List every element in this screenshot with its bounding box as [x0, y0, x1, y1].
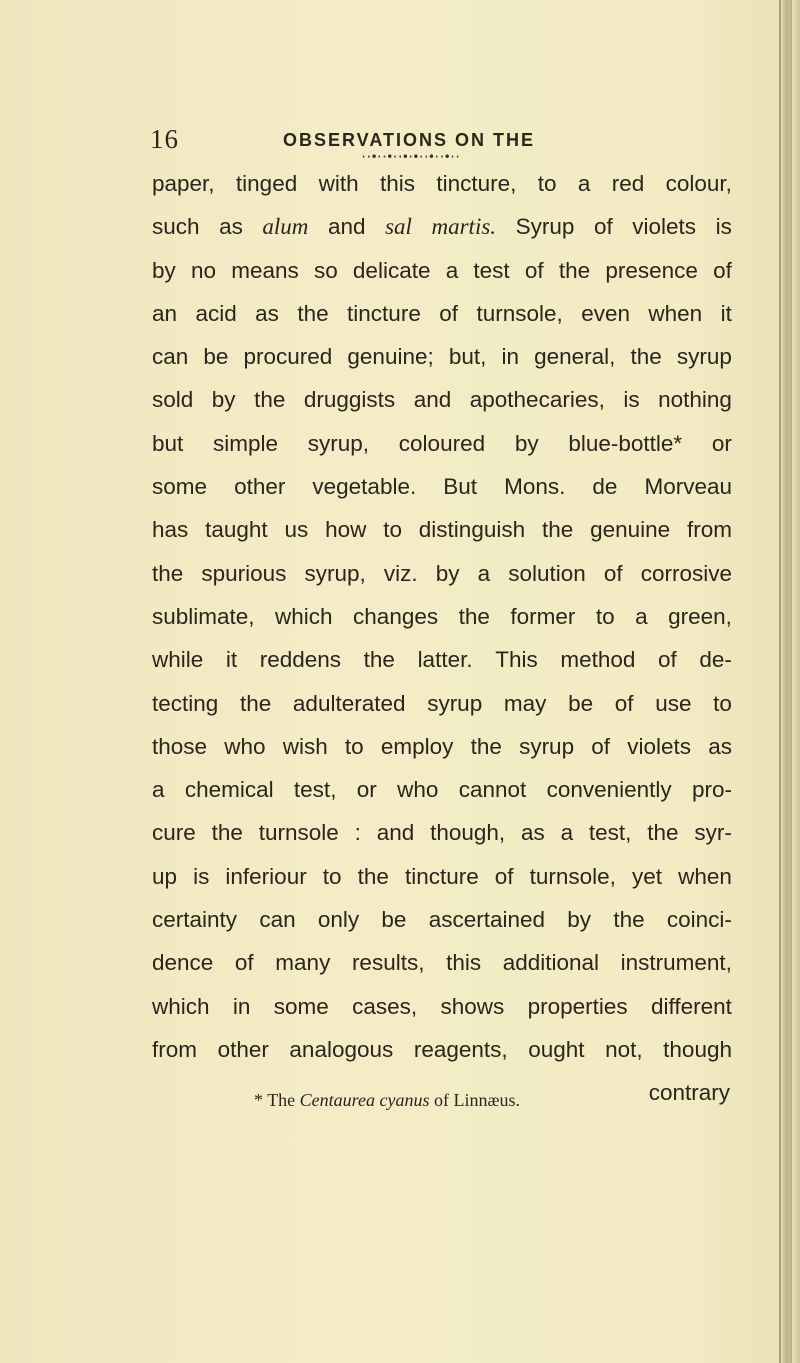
word: a [477, 560, 491, 586]
footnote-prefix: The [267, 1090, 300, 1110]
word: delicate [352, 257, 431, 283]
word: certainty [152, 907, 238, 933]
word: genuine; [347, 344, 434, 370]
header-ornament: ··•··•··•·•··•··•·· [360, 150, 460, 164]
word: of [658, 647, 677, 673]
word: or [711, 430, 732, 456]
text-line [152, 595, 732, 638]
word: not, [605, 1036, 643, 1062]
word: such [152, 214, 200, 240]
word: latter. [417, 647, 473, 673]
word: some [273, 993, 329, 1019]
text-line [152, 725, 732, 768]
page-number: 16 [150, 124, 179, 154]
word: violets [627, 733, 692, 759]
word: though [663, 1036, 732, 1062]
body-text [152, 162, 732, 1115]
word: of [603, 560, 623, 586]
word: the [558, 257, 591, 283]
text-line [152, 292, 732, 335]
word: instrument, [620, 950, 732, 976]
word: inferiour [225, 863, 307, 889]
text-line [152, 162, 732, 205]
word: when [648, 300, 703, 326]
page-edge-line [779, 0, 781, 1363]
word: the [630, 344, 662, 370]
word: simple [213, 430, 279, 456]
word: the [297, 300, 329, 326]
word: properties [527, 993, 628, 1019]
word: procured [243, 344, 333, 370]
word: corrosive [640, 560, 732, 586]
text-line [152, 508, 732, 551]
word: Syrup [515, 214, 575, 240]
word: turnsole [258, 820, 339, 846]
text-line [152, 682, 732, 725]
word: changes [353, 603, 439, 629]
word: of [439, 300, 459, 326]
word: to [595, 603, 615, 629]
word: and [376, 820, 415, 846]
text-line [152, 465, 732, 508]
word: turnsole, [476, 300, 563, 326]
word: viz. [383, 560, 418, 586]
word: a [577, 171, 591, 196]
word: as [219, 214, 243, 240]
word: presence [605, 257, 698, 283]
word: means [231, 257, 299, 283]
text-line [152, 768, 732, 811]
word: and [327, 214, 366, 240]
word: additional [502, 950, 600, 976]
word: to [344, 733, 364, 759]
word: sold [152, 387, 194, 413]
footnote-suffix: of Linnæus. [429, 1090, 520, 1110]
word: syr- [694, 820, 732, 846]
word: ought [528, 1036, 585, 1062]
word: or [356, 777, 377, 803]
word: the [211, 820, 243, 846]
word: wish [282, 733, 328, 759]
footnote [254, 1090, 520, 1111]
word: turnsole, [529, 863, 616, 889]
word: who [397, 777, 439, 803]
word: syrup [519, 733, 575, 759]
word: taught [205, 517, 268, 543]
word: violets [632, 214, 697, 240]
word: syrup, [307, 430, 370, 456]
word: to [713, 690, 732, 716]
word: red [611, 171, 645, 196]
word: syrup [676, 344, 732, 370]
word: genuine [590, 517, 671, 543]
word: spurious [201, 560, 287, 586]
word: by [435, 560, 460, 586]
word: is [715, 214, 732, 240]
word: of [494, 863, 514, 889]
word: no [190, 257, 216, 283]
word: from [686, 517, 732, 543]
word: from [152, 1036, 197, 1062]
word: distinguish [418, 517, 526, 543]
word: ascertained [428, 907, 546, 933]
word: acid [195, 300, 237, 326]
word: be [568, 690, 594, 716]
word: and [413, 387, 452, 413]
word: different [651, 993, 732, 1019]
word: this [446, 950, 482, 976]
word: be [381, 907, 407, 933]
word: conveniently [546, 777, 672, 803]
text-line [152, 249, 732, 292]
text-line [152, 638, 732, 681]
word: us [284, 517, 309, 543]
word: the [470, 733, 502, 759]
text-line [152, 1028, 732, 1071]
word: general, [534, 344, 616, 370]
word: chemical [184, 777, 274, 803]
text-line [152, 941, 732, 984]
word: may [503, 690, 547, 716]
word: green, [668, 603, 732, 629]
word: cannot [458, 777, 527, 803]
word: of [524, 257, 544, 283]
text-line [152, 422, 732, 465]
word: use [655, 690, 692, 716]
word: the [254, 387, 286, 413]
word: tincture [404, 863, 479, 889]
word: by [211, 387, 236, 413]
word: when [678, 863, 732, 889]
word: up [152, 863, 178, 889]
word: coinci- [666, 907, 732, 933]
text-line [152, 811, 732, 854]
word: a [445, 257, 459, 283]
word: is [193, 863, 210, 889]
word: even [581, 300, 630, 326]
word: who [224, 733, 266, 759]
word: test [473, 257, 510, 283]
word: apothecaries, [469, 387, 605, 413]
word: analogous [289, 1036, 394, 1062]
word: how [325, 517, 367, 543]
word: which [152, 993, 210, 1019]
word: blue-bottle* [568, 430, 683, 456]
text-line [152, 378, 732, 421]
word: sal [385, 214, 412, 240]
word: by [514, 430, 539, 456]
word: to [537, 171, 557, 196]
text-line [152, 205, 732, 248]
word: of [591, 733, 611, 759]
word: colour, [665, 171, 732, 196]
word: other [217, 1036, 269, 1062]
word: of [593, 214, 613, 240]
word: other [234, 474, 286, 500]
word: but, [448, 344, 487, 370]
word: as [708, 733, 732, 759]
word: the [541, 517, 574, 543]
word: can [259, 907, 296, 933]
word: has [152, 517, 189, 543]
word: This [495, 647, 538, 673]
word: be [203, 344, 229, 370]
word: only [317, 907, 360, 933]
word: the [647, 820, 679, 846]
word: while [152, 647, 204, 673]
word: which [275, 603, 333, 629]
word: de [592, 474, 618, 500]
word: the [152, 560, 184, 586]
word: sublimate, [152, 603, 255, 629]
word: in [232, 993, 251, 1019]
word: of [234, 950, 254, 976]
word: tincture [347, 300, 421, 326]
word: paper, [152, 171, 215, 196]
word: in [501, 344, 519, 370]
word: nothing [658, 387, 732, 413]
text-line [152, 898, 732, 941]
word: solution [508, 560, 586, 586]
word: tincture, [436, 171, 517, 196]
word: pro- [691, 777, 732, 803]
word: can [152, 344, 189, 370]
word: tinged [235, 171, 298, 196]
word: test, [293, 777, 337, 803]
word: so [313, 257, 338, 283]
word: reagents, [413, 1036, 508, 1062]
word: a [152, 777, 165, 803]
word: former [510, 603, 576, 629]
word: to [383, 517, 402, 543]
footnote-species: Centaurea cyanus [299, 1090, 430, 1110]
word: Morveau [644, 474, 732, 500]
word: results, [351, 950, 425, 976]
word: druggists [303, 387, 396, 413]
text-line [152, 985, 732, 1028]
word: cases, [352, 993, 418, 1019]
word: martis. [431, 214, 497, 240]
word: alum [262, 214, 309, 240]
word: some [152, 474, 208, 500]
word: the [363, 647, 395, 673]
word: as [520, 820, 545, 846]
word: dence [152, 950, 214, 976]
word: employ [380, 733, 454, 759]
word: but [152, 430, 184, 456]
word: the [239, 690, 272, 716]
word: shows [440, 993, 505, 1019]
word: coloured [398, 430, 486, 456]
word: this [379, 171, 415, 196]
running-head: OBSERVATIONS ON THE [283, 130, 536, 150]
word: method [560, 647, 636, 673]
word: syrup, [304, 560, 366, 586]
word: it [720, 300, 732, 326]
word: of [713, 257, 732, 283]
word: cure [152, 820, 196, 846]
word: as [255, 300, 279, 326]
word: reddens [259, 647, 342, 673]
word: yet [632, 863, 663, 889]
word: to [322, 863, 342, 889]
word: by [152, 257, 176, 283]
word: the [458, 603, 490, 629]
word: adulterated [292, 690, 406, 716]
word: many [275, 950, 331, 976]
text-line [152, 335, 732, 378]
word: de- [699, 647, 732, 673]
word: vegetable. [312, 474, 417, 500]
word: is [623, 387, 640, 413]
page-edge-line [790, 0, 792, 1363]
catchword: contrary [648, 1080, 730, 1106]
word: the [613, 907, 645, 933]
word: the [357, 863, 389, 889]
word: syrup [427, 690, 483, 716]
word: those [152, 733, 208, 759]
word: with [318, 171, 359, 196]
text-line [152, 552, 732, 595]
word: Mons. [504, 474, 566, 500]
word: : [354, 820, 361, 846]
word: But [443, 474, 478, 500]
word: of [614, 690, 634, 716]
word: test, [588, 820, 632, 846]
footnote-marker: * [254, 1090, 263, 1110]
word: it [225, 647, 238, 673]
word: a [560, 820, 574, 846]
word: a [635, 603, 648, 629]
word: an [152, 300, 178, 326]
text-line [152, 855, 732, 898]
word: by [567, 907, 592, 933]
word: tecting [152, 690, 219, 716]
word: though, [430, 820, 506, 846]
